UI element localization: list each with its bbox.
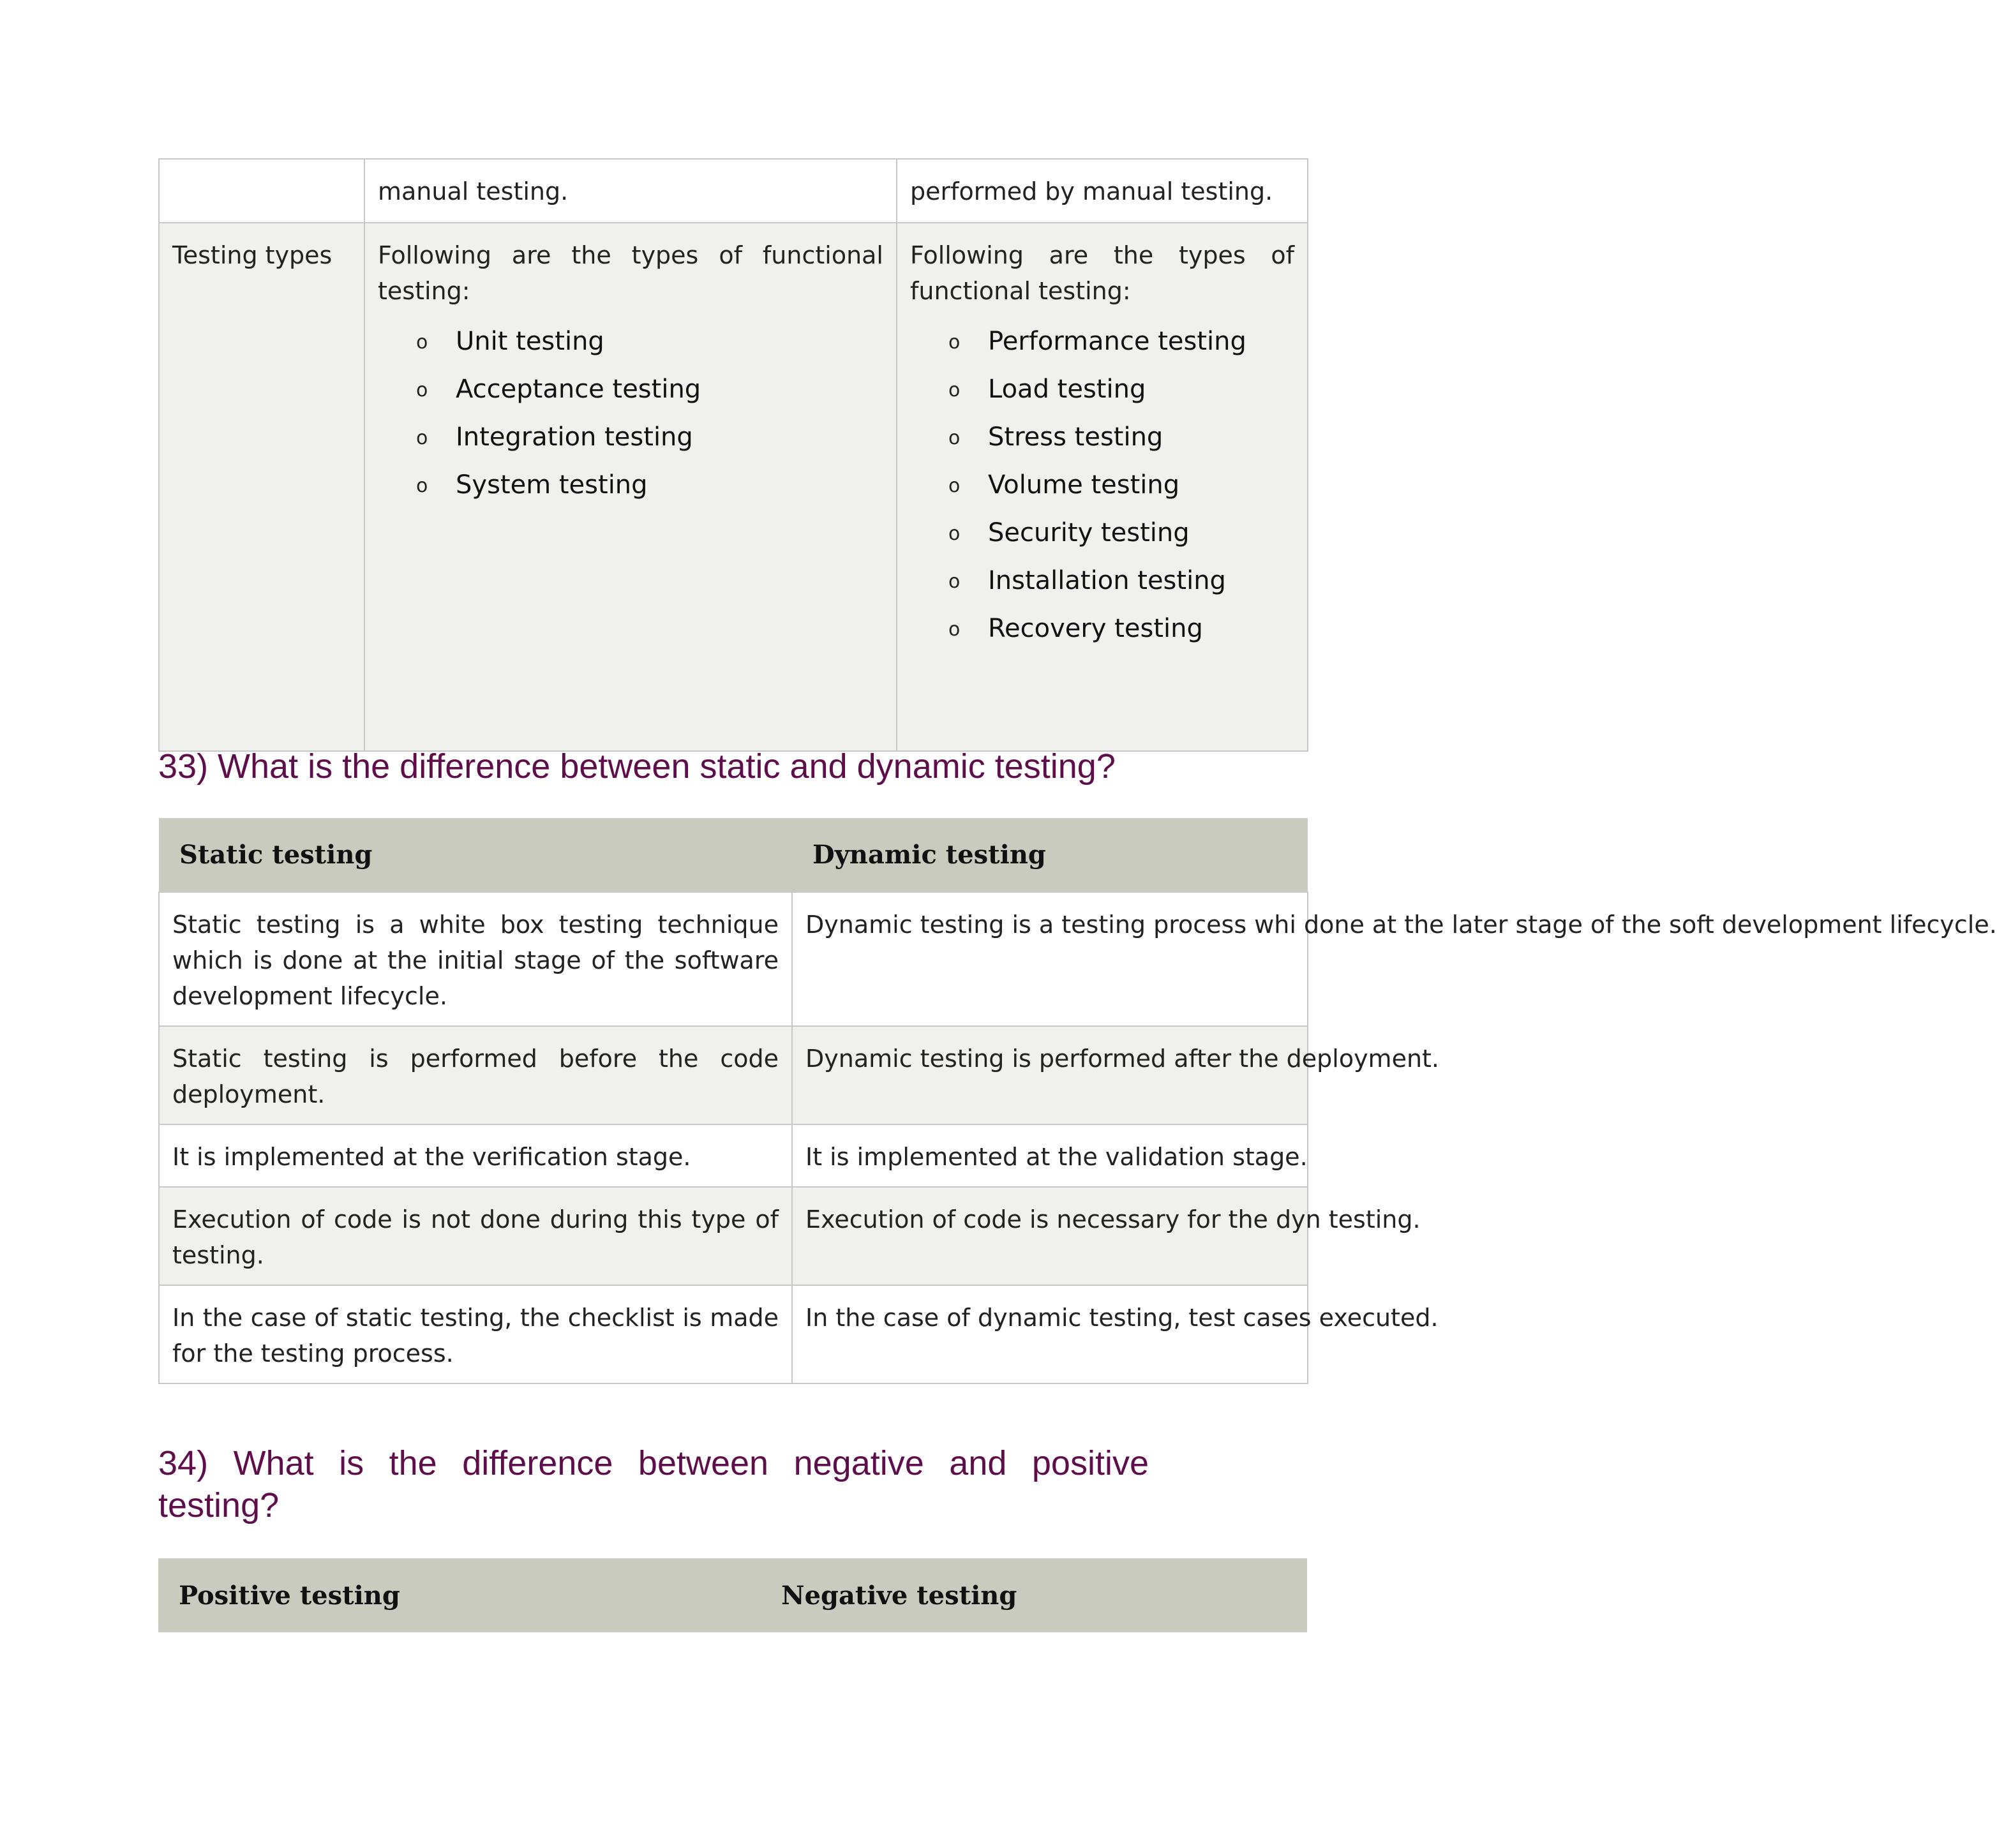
list-item: [948, 557, 1294, 605]
bullet-circle-icon: o: [948, 331, 961, 354]
cell-intro-text: Following are the types of functional testing:: [910, 241, 1294, 305]
list-item-label: Unit testing: [456, 327, 604, 356]
list-item-label: Load testing: [988, 375, 1146, 404]
column-header-positive: Positive testing: [158, 1558, 761, 1632]
list-item: [948, 509, 1294, 557]
bullet-circle-icon: o: [416, 427, 428, 449]
list-item-label: Installation testing: [988, 566, 1226, 595]
table-cell-nonfunctional-types: [897, 223, 1308, 751]
table-cell: Static testing is a white box testing technique which is done at the initial stage of the software development lifecycle.: [159, 892, 792, 1026]
cell-intro-text: Following are the types of functional testing:: [378, 241, 883, 305]
testing-types-list: [910, 318, 1294, 653]
list-item: [416, 461, 883, 509]
table-cell: In the case of dynamic testing, test cases executed.: [792, 1285, 1308, 1383]
bullet-circle-icon: o: [416, 379, 428, 401]
table-header-row: [159, 818, 1308, 892]
column-header-dynamic: Dynamic testing: [792, 818, 1308, 892]
table-cell: manual testing.: [364, 159, 897, 223]
positive-vs-negative-table: [158, 1558, 1307, 1632]
table-row: [159, 1026, 1308, 1124]
table-row: [159, 892, 1308, 1026]
table-cell: Execution of code is not done during this type of testing.: [159, 1187, 792, 1285]
bullet-circle-icon: o: [948, 570, 961, 593]
bullet-circle-icon: o: [416, 475, 428, 497]
table-cell-functional-types: [364, 223, 897, 751]
list-item: [416, 318, 883, 366]
list-item: [948, 366, 1294, 414]
bullet-circle-icon: o: [416, 331, 428, 354]
column-header-static: Static testing: [159, 818, 792, 892]
list-item: [416, 414, 883, 461]
bullet-circle-icon: o: [948, 379, 961, 401]
table-row: [159, 159, 1308, 223]
table-cell: In the case of static testing, the checklist is made for the testing process.: [159, 1285, 792, 1383]
list-item: [948, 414, 1294, 461]
table-cell-empty: [159, 159, 364, 223]
list-item: [416, 366, 883, 414]
bullet-circle-icon: o: [948, 523, 961, 545]
table-cell: Execution of code is necessary for the dyn testing.: [792, 1187, 1308, 1285]
list-item-label: Performance testing: [988, 327, 1246, 356]
table-row: [159, 1187, 1308, 1285]
bullet-circle-icon: o: [948, 475, 961, 497]
static-vs-dynamic-table: [158, 818, 1997, 1384]
list-item-label: Stress testing: [988, 422, 1163, 452]
comparison-table-continued: [158, 158, 1308, 752]
list-item: [948, 605, 1294, 653]
table-cell: Dynamic testing is a testing process whi done at the later stage of the soft development lifecycle.: [792, 892, 1308, 1026]
list-item: [948, 461, 1294, 509]
table-header-row: [158, 1558, 1307, 1632]
list-item-label: Integration testing: [456, 422, 693, 452]
list-item-label: Volume testing: [988, 470, 1180, 500]
list-item-label: Security testing: [988, 518, 1190, 548]
table-cell: It is implemented at the validation stage.: [792, 1124, 1308, 1187]
column-header-negative: Negative testing: [761, 1558, 1307, 1632]
question-heading-34: 34) What is the difference between negative and positive testing?: [158, 1444, 1149, 1524]
question-heading-33: 33) What is the difference between static and dynamic testing?: [158, 747, 1116, 786]
list-item-label: Recovery testing: [988, 614, 1203, 643]
table-cell: Dynamic testing is performed after the deployment.: [792, 1026, 1308, 1124]
list-item: [948, 318, 1294, 366]
table-row: [159, 1124, 1308, 1187]
table-cell: It is implemented at the verification stage.: [159, 1124, 792, 1187]
testing-types-list: [378, 318, 883, 509]
bullet-circle-icon: o: [948, 618, 961, 641]
bullet-circle-icon: o: [948, 427, 961, 449]
table-row: [159, 1285, 1308, 1383]
table-cell: performed by manual testing.: [897, 159, 1308, 223]
list-item-label: System testing: [456, 470, 648, 500]
list-item-label: Acceptance testing: [456, 375, 701, 404]
table-cell: Static testing is performed before the code deployment.: [159, 1026, 792, 1124]
row-label-testing-types: Testing types: [159, 223, 364, 751]
table-row: [159, 223, 1308, 751]
